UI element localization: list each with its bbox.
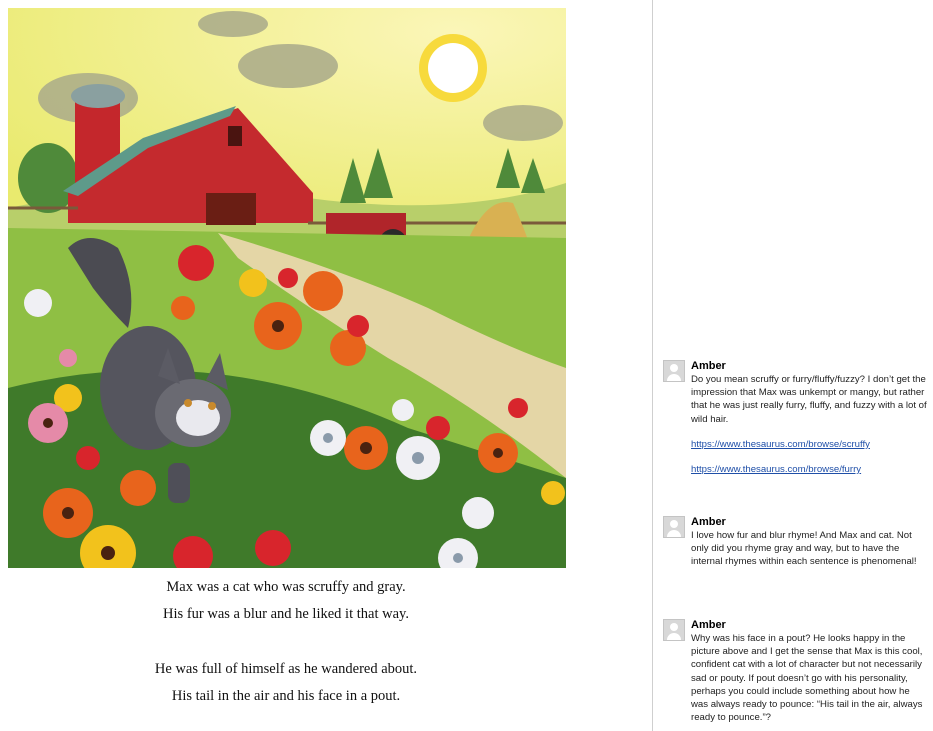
comment-card[interactable] [663,516,928,569]
comment-text: Why was his face in a pout? He looks happy in the picture above and I get the sense that Max is this cool, confident cat with a lot of character but not necessarily sad or pouty. If pout doesn’t go with his personality, perhaps you could include something about how he was always ready to pounce: “His tail in the air, always ready to pounce.”? [691,633,923,724]
user-avatar-icon [663,516,685,538]
comment-text: I love how fur and blur rhyme! And Max and cat. Not only did you rhyme gray and way, but to have the internal rhymes within each sentence is phenomenal! [691,530,917,568]
comment-card[interactable] [663,619,928,724]
comment-card[interactable] [663,360,928,476]
comment-link[interactable]: https://www.thesaurus.com/browse/scruffy [691,438,870,450]
user-avatar-icon [663,619,685,641]
comments-pane [653,0,933,731]
sun-icon [419,34,487,102]
story-line: He was full of himself as he wandered about. [154,661,418,677]
story-line: His fur was a blur and he liked it that way. [163,606,409,622]
comment-author: Amber [691,360,726,372]
story-line: His tail in the air and his face in a pout. [171,688,401,704]
story-line: Max was a cat who was scruffy and gray. [166,579,406,595]
comment-link[interactable]: https://www.thesaurus.com/browse/furry [691,463,862,475]
user-avatar-icon [663,360,685,382]
comment-text: Do you mean scruffy or furry/fluffy/fuzzy? I don’t get the impression that Max was unkempt or mangy, but rather that he was just really furry, fluffy, and fuzzy with a lot of wild hair. [691,374,927,425]
comment-author: Amber [691,619,726,631]
watercolor-painting [8,8,566,568]
farm-cat-illustration [8,8,566,568]
comment-author: Amber [691,516,726,528]
